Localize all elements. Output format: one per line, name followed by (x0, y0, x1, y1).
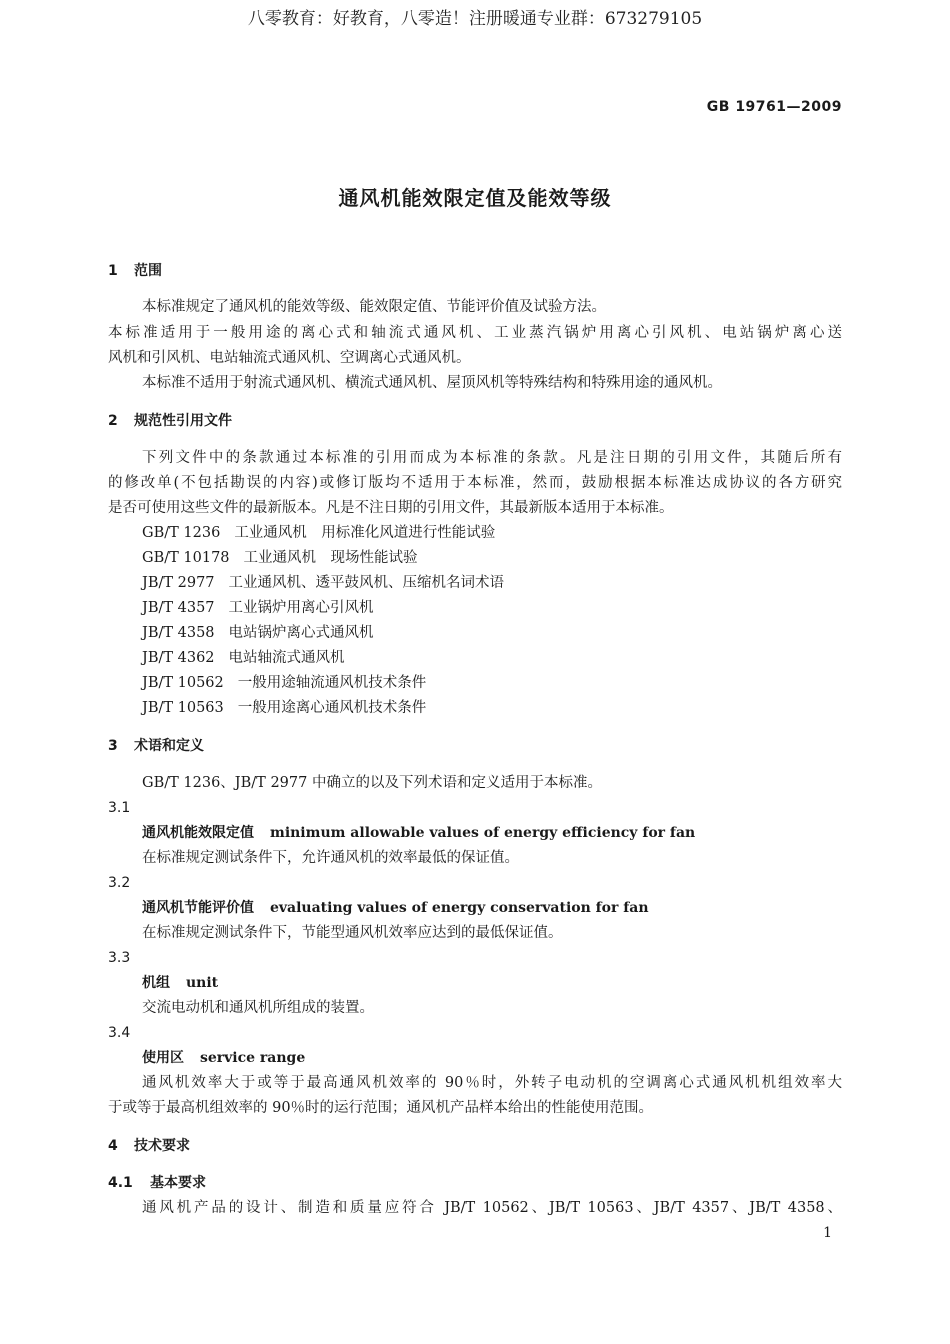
section-number: 4 (108, 1138, 118, 1154)
reference-title: 工业通风机、透平鼓风机、压缩机名词术语 (228, 575, 505, 591)
reference-code: GB/T 10178 (142, 550, 230, 566)
subsection-heading (108, 1173, 206, 1193)
reference-item (142, 623, 374, 643)
paragraph: GB/T 1236、JB/T 2977 中确立的以及下列术语和定义适用于本标准。 (142, 775, 602, 791)
reference-code: GB/T 1236 (142, 525, 221, 541)
term-heading (142, 1048, 305, 1068)
section-1-heading (108, 261, 162, 281)
paragraph: 的修改单(不包括勘误的内容)或修订版均不适用于本标准，然而，鼓励根据本标准达成协议的各方研究 (108, 475, 842, 491)
paragraph: 下列文件中的条款通过本标准的引用而成为本标准的条款。凡是注日期的引用文件，其随后所有 (142, 450, 842, 466)
term-definition: 于或等于最高机组效率的 90％时的运行范围；通风机产品样本给出的性能使用范围。 (108, 1100, 654, 1116)
term-en: service range (200, 1050, 306, 1066)
paragraph: 通风机产品的设计、制造和质量应符合 JB/T 10562、JB/T 10563、JB/T 4357、JB/T 4358、 (142, 1200, 842, 1216)
reference-item (142, 598, 374, 618)
reference-title: 工业通风机 用标准化风道进行性能试验 (234, 525, 496, 541)
document-title: 通风机能效限定值及能效等级 (338, 186, 612, 210)
section-3-heading (108, 736, 204, 756)
section-title: 范围 (134, 263, 162, 279)
term-zh: 使用区 (142, 1050, 184, 1066)
paragraph: 风机和引风机、电站轴流式通风机、空调离心式通风机。 (108, 350, 471, 366)
reference-title: 一般用途轴流通风机技术条件 (237, 675, 427, 691)
reference-code: JB/T 4362 (142, 650, 215, 666)
clause-number: 3.2 (108, 875, 131, 891)
term-zh: 机组 (142, 975, 170, 991)
clause-number: 3.3 (108, 950, 131, 966)
paragraph: 是否可使用这些文件的最新版本。凡是不注日期的引用文件，其最新版本适用于本标准。 (108, 500, 674, 516)
clause-number: 3.1 (108, 800, 131, 816)
term-definition: 在标准规定测试条件下，允许通风机的效率最低的保证值。 (142, 850, 519, 866)
reference-code: JB/T 4358 (142, 625, 215, 641)
clause-number: 3.4 (108, 1025, 131, 1041)
reference-title: 工业通风机 现场性能试验 (243, 550, 418, 566)
section-number: 1 (108, 263, 118, 279)
reference-code: JB/T 10563 (142, 700, 224, 716)
reference-title: 工业锅炉用离心引风机 (228, 600, 374, 616)
reference-item (142, 698, 426, 718)
term-heading (142, 823, 695, 843)
term-zh: 通风机节能评价值 (142, 900, 254, 916)
term-zh: 通风机能效限定值 (142, 825, 254, 841)
term-definition: 在标准规定测试条件下，节能型通风机效率应达到的最低保证值。 (142, 925, 563, 941)
reference-code: JB/T 10562 (142, 675, 224, 691)
reference-item (142, 548, 418, 568)
term-definition: 交流电动机和通风机所组成的装置。 (142, 1000, 374, 1016)
term-heading (142, 973, 218, 993)
reference-title: 电站锅炉离心式通风机 (228, 625, 374, 641)
term-en: minimum allowable values of energy efficiency for fan (270, 825, 696, 841)
standard-code: GB 19761—2009 (706, 99, 842, 115)
section-title: 技术要求 (134, 1138, 190, 1154)
reference-title: 电站轴流式通风机 (228, 650, 345, 666)
reference-item (142, 573, 504, 593)
page-number: 1 (823, 1225, 832, 1241)
reference-item (142, 523, 495, 543)
reference-title: 一般用途离心通风机技术条件 (237, 700, 427, 716)
reference-code: JB/T 2977 (142, 575, 215, 591)
section-4-heading (108, 1136, 190, 1156)
subsection-title: 基本要求 (150, 1175, 206, 1191)
term-en: unit (186, 975, 219, 991)
watermark-banner: 八零教育：好教育，八零造！注册暖通专业群：673279105 (247, 9, 703, 29)
section-title: 规范性引用文件 (134, 413, 232, 429)
paragraph: 本标准不适用于射流式通风机、横流式通风机、屋顶风机等特殊结构和特殊用途的通风机。 (142, 375, 722, 391)
section-number: 3 (108, 738, 118, 754)
section-title: 术语和定义 (134, 738, 204, 754)
term-definition: 通风机效率大于或等于最高通风机效率的 90％时，外转子电动机的空调离心式通风机机组效率大 (142, 1075, 842, 1091)
reference-code: JB/T 4357 (142, 600, 215, 616)
paragraph: 本标准适用于一般用途的离心式和轴流式通风机、工业蒸汽锅炉用离心引风机、电站锅炉离心送 (108, 325, 842, 341)
section-number: 2 (108, 413, 118, 429)
term-heading (142, 898, 649, 918)
paragraph: 本标准规定了通风机的能效等级、能效限定值、节能评价值及试验方法。 (142, 299, 606, 315)
term-en: evaluating values of energy conservation for fan (270, 900, 649, 916)
reference-item (142, 648, 345, 668)
section-2-heading (108, 411, 232, 431)
reference-item (142, 673, 426, 693)
subsection-number: 4.1 (108, 1175, 133, 1191)
